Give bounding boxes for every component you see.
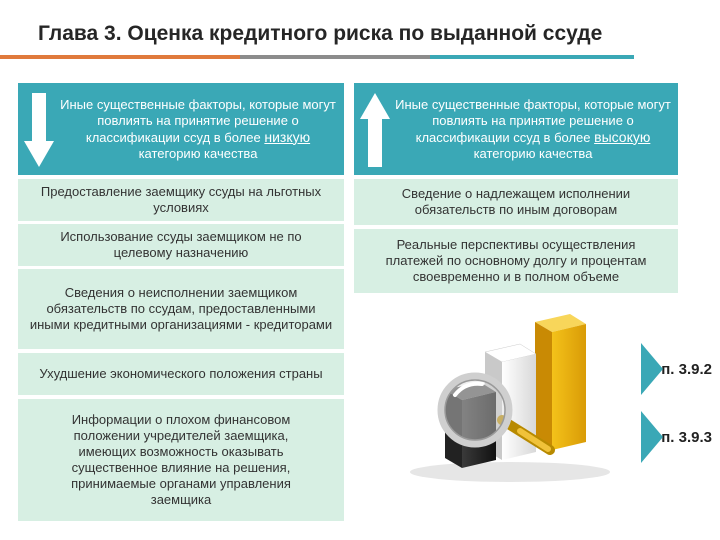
right-item: Реальные перспективы осуществления платежей по основному долгу и процентам своевременно и в полном объеме bbox=[354, 229, 678, 293]
left-header bbox=[18, 83, 344, 175]
ref-tag-3-9-2 bbox=[641, 343, 720, 395]
title-divider-orange bbox=[0, 55, 240, 59]
arrow-up-icon bbox=[360, 93, 390, 167]
emph-high: высокую bbox=[594, 128, 651, 145]
left-header-text: Иные существенные факторы, которые могут повлиять на принятие решение о классификации ссуд в более низкую категорию качества bbox=[60, 96, 336, 161]
ref-label: п. 3.9.2 bbox=[661, 360, 712, 378]
right-item: Сведение о надлежащем исполнении обязательств по иным договорам bbox=[354, 179, 678, 225]
left-item: Информации о плохом финансовом положении учредителей заемщика, имеющих возможность оказывать существенное влияние на решения, принимаемые органами управления заемщика bbox=[18, 399, 344, 521]
left-item: Сведения о неисполнении заемщиком обязательств по ссудам, предоставленными иными кредитными организациями - кредиторами bbox=[18, 269, 344, 349]
emph-low: низкую bbox=[264, 128, 311, 145]
title-divider-gray bbox=[240, 55, 430, 59]
left-item: Предоставление заемщику ссуды на льготных условиях bbox=[18, 179, 344, 221]
bar-chart-magnifier-icon bbox=[400, 300, 640, 500]
page-title: Глава 3. Оценка кредитного риска по выданной ссуде bbox=[38, 22, 603, 45]
arrow-down-icon bbox=[24, 93, 54, 167]
ref-label: п. 3.9.3 bbox=[661, 428, 712, 446]
title-divider-teal bbox=[430, 55, 634, 59]
ref-tag-3-9-3 bbox=[641, 411, 720, 463]
left-item: Ухудшение экономического положения страны bbox=[18, 353, 344, 395]
right-header bbox=[354, 83, 678, 175]
left-item: Использование ссуды заемщиком не по целевому назначению bbox=[18, 224, 344, 266]
right-header-text: Иные существенные факторы, которые могут повлиять на принятие решение о классификации ссуд в более высокую категорию качества bbox=[395, 96, 671, 161]
